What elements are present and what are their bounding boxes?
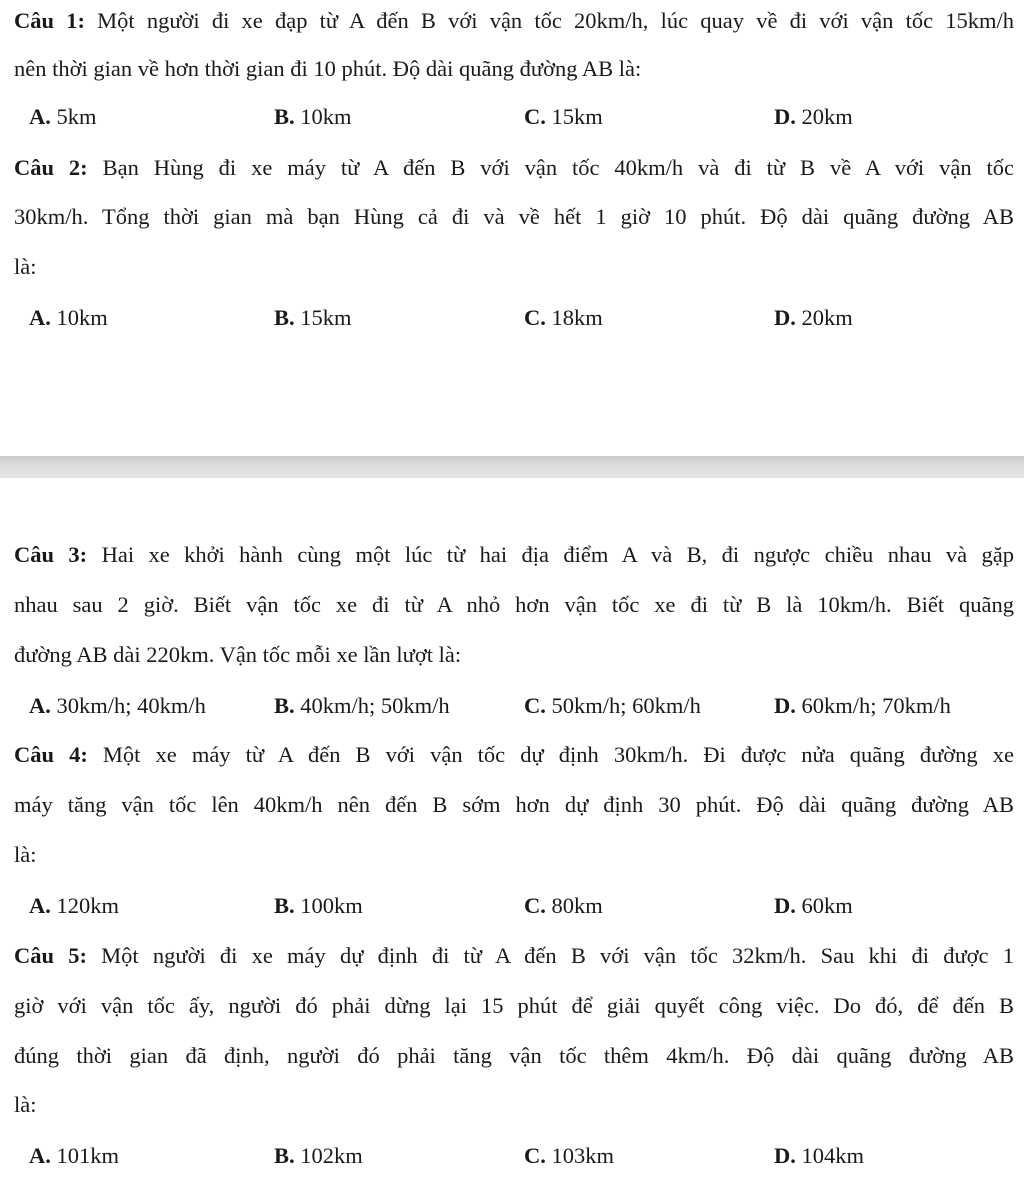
question-2-label: Câu 2: [14,155,88,180]
option-letter: B. [274,1143,295,1168]
question-5-line-2: giờ với vận tốc ấy, người đó phải dừng lại 15 phút để giải quyết công việc. Do đó, để đến B [14,993,1014,1018]
question-3-option-b [274,691,450,721]
question-2-line-1 [14,153,1014,183]
question-5-option-d [774,1141,864,1171]
option-text: 101km [50,1143,120,1168]
question-3-label: Câu 3: [14,542,88,567]
question-1-option-d [774,102,853,132]
question-5-line-4: là: [14,1092,37,1117]
question-5-line-1 [14,941,1014,971]
option-letter: A. [29,305,51,330]
question-5-option-b [274,1141,363,1171]
option-text: 10km [50,305,108,330]
question-1-option-a [29,102,97,132]
option-text: 18km [545,305,603,330]
question-2-option-b [274,303,352,333]
option-text: 5km [50,104,97,129]
page-top [0,0,1024,456]
question-3-line-3: đường AB dài 220km. Vận tốc mỗi xe lần lượt là: [14,642,462,667]
option-text: 40km/h; 50km/h [294,693,450,718]
option-text: 102km [294,1143,363,1168]
question-2-text-1: Bạn Hùng đi xe máy từ A đến B với vận tốc 40km/h và đi từ B về A với vận tốc [87,155,1014,180]
question-2-line-2: 30km/h. Tổng thời gian mà bạn Hùng cả đi và về hết 1 giờ 10 phút. Độ dài quãng đường AB [14,204,1014,229]
page-divider [0,456,1024,478]
option-letter: C. [524,1143,546,1168]
question-5-label: Câu 5: [14,943,87,968]
question-1-line-2: nên thời gian về hơn thời gian đi 10 phút. Độ dài quãng đường AB là: [14,56,642,81]
question-3-line-2: nhau sau 2 giờ. Biết vận tốc xe đi từ A nhỏ hơn vận tốc xe đi từ B là 10km/h. Biết quãng [14,592,1014,617]
option-text: 30km/h; 40km/h [50,693,206,718]
question-5-line-3: đúng thời gian đã định, người đó phải tăng vận tốc thêm 4km/h. Độ dài quãng đường AB [14,1043,1014,1068]
option-letter: A. [29,1143,51,1168]
option-letter: C. [524,104,546,129]
option-letter: C. [524,693,546,718]
option-text: 50km/h; 60km/h [545,693,701,718]
question-5-option-a [29,1141,119,1171]
question-4-text-1: Một xe máy từ A đến B với vận tốc dự định 30km/h. Đi được nửa quãng đường xe [87,742,1014,767]
question-2-option-c [524,303,603,333]
option-letter: A. [29,104,51,129]
question-1-line-1 [14,6,1014,36]
option-letter: D. [774,104,796,129]
option-text: 80km [545,893,603,918]
page-bottom [0,478,1024,1188]
question-4-label: Câu 4: [14,742,88,767]
option-text: 15km [294,305,352,330]
option-letter: A. [29,693,51,718]
option-letter: C. [524,305,546,330]
question-4-option-d [774,891,853,921]
question-4-option-c [524,891,603,921]
option-text: 20km [795,104,853,129]
option-letter: D. [774,305,796,330]
option-text: 20km [795,305,853,330]
question-4-option-b [274,891,363,921]
option-text: 100km [294,893,363,918]
question-3-option-d [774,691,951,721]
option-text: 10km [294,104,352,129]
question-4-line-3: là: [14,842,37,867]
option-letter: D. [774,1143,796,1168]
question-3-line-1 [14,540,1014,570]
question-2-option-d [774,303,853,333]
question-1-text-1: Một người đi xe đạp từ A đến B với vận tốc 20km/h, lúc quay về đi với vận tốc 15km/h [84,8,1014,33]
option-letter: D. [774,693,796,718]
question-3-text-1: Hai xe khởi hành cùng một lúc từ hai địa điểm A và B, đi ngược chiều nhau và gặp [87,542,1014,567]
question-1-option-c [524,102,603,132]
option-letter: A. [29,893,51,918]
question-1-option-b [274,102,352,132]
option-text: 103km [545,1143,615,1168]
question-2-line-3: là: [14,254,37,279]
option-text: 60km [795,893,853,918]
question-4-line-2: máy tăng vận tốc lên 40km/h nên đến B sớm hơn dự định 30 phút. Độ dài quãng đường AB [14,792,1014,817]
option-letter: D. [774,893,796,918]
question-5-option-c [524,1141,614,1171]
option-letter: B. [274,305,295,330]
question-3-option-a [29,691,206,721]
question-4-line-1 [14,740,1014,770]
option-letter: C. [524,893,546,918]
option-letter: B. [274,693,295,718]
option-text: 104km [795,1143,865,1168]
option-letter: B. [274,104,295,129]
question-1-label: Câu 1: [14,8,85,33]
question-2-option-a [29,303,108,333]
option-text: 15km [545,104,603,129]
option-text: 120km [50,893,120,918]
option-letter: B. [274,893,295,918]
question-3-option-c [524,691,701,721]
question-5-text-1: Một người đi xe máy dự định đi từ A đến B với vận tốc 32km/h. Sau khi đi được 1 [86,943,1014,968]
question-4-option-a [29,891,119,921]
option-text: 60km/h; 70km/h [795,693,951,718]
